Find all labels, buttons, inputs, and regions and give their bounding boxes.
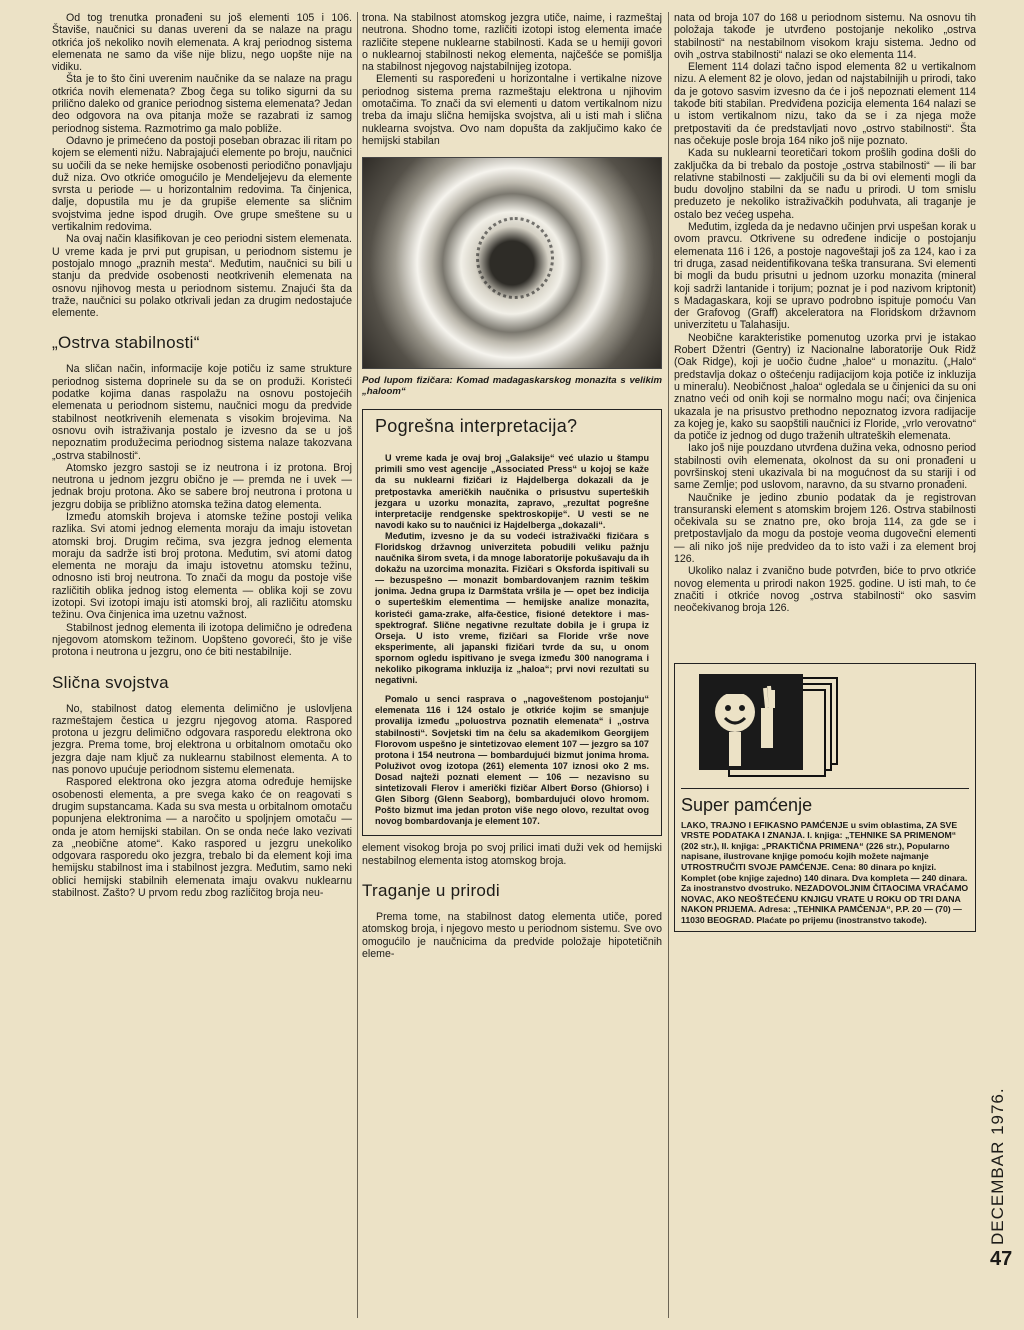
paragraph: Na sličan način, informacije koje potiču iz same strukture periodnog sistema doprinele su da se on produži. Koristeći podatke kojima danas raspolažu na osnovu postojećih elemenata u periodnom sistemu, naučnici mogu da predvide stabilnost neotkrivenih elemenata s visokim brojevima. Na osnovu ovih istraživanja postalo je izvesno da se u još nepoznatim produžecima periodnog sistema nalaze takozvana „ostrva stabilnosti“. [52,363,352,462]
column-2 [362,12,662,960]
paragraph: Stabilnost jednog elementa ili izotopa delimično je određena njegovom atomskom težinom. Uopšteno govoreći, što je više protona i neutrona u jezgru, ono će biti nestabilnije. [52,621,352,659]
paragraph: Naučnike je jedino zbunio podatak da je registrovan transuranski element s atomskim brojem 126. Ostrva stabilnosti očekivala su se znatno pre, oko broja 114, za gde se i pretpostavljalo da mogu da postoje veoma dugovečni elementi — ali niko još nije predvideo da to isto važi i za element broj 126. [674,491,976,566]
sidebar-box [362,409,662,836]
paragraph: element visokog broja po svoj prilici imati duži vek od hemijski nestabilnog elementa istog atomskog broja. [362,842,662,867]
paragraph: Kada su nuklearni teoretičari tokom prošlih godina došli do zaključka da bi trebalo da postoje „ostrva stabilnosti“ — ili bar relativne stabilnosti — zaključili su da bi ovi elementi mogli da budu dovoljno stabilni da se nađu u prirodi. U tom smislu preduzeto je nekoliko istraživačkih poduhvata, ali traganje je ostalo bez većeg uspeha. [674,147,976,221]
section-heading: Slična svojstva [52,672,169,692]
paragraph: No, stabilnost datog elementa delimično je uslovljena razmeštajem čestica u jezgru njegovog atoma. Raspored protona u jezgru delimično odgovara rasporedu elektrona oko jezgra. Prema tome, broj elektrona u orbitalnom omotaču oko jezgra daje nam ključ za nuklearnu stabilnost elementa. A to nas ponovo upućuje periodnom sistemu elemenata. [52,702,352,777]
photo-caption: Pod lupom fizičara: Komad madagaskarskog monazita s velikim „haloom“ [362,375,662,398]
ad-text: LAKO, TRAJNO I EFIKASNO PAMĆENJE u svim oblastima, ZA SVE VRSTE PODATAKA I ZNANJA. I. knjiga: „TEHNIKE SA PRIMENOM“ (202 str.), II. knjiga: „PRAKTIČNA PRIMENA“ (226 str.), Popularno napisane, ilustrovane knjige pomoću kojih možete najmanje UTROSTRUČITI SVOJE PAMĆENJE. Cena: 80 dinara po knjizi. Komplet (obe knjige zajedno) 140 dinara. Dva kompleta — 240 dinara. Za inostranstvo dvostruko. NEZADOVOLJNIM ČITAOCIMA VRAĆAMO NOVAC, AKO NEOŠTEĆENU KNJIGU VRATE U ROKU OD TRI DANA NAKON PRIJEMA. Adresa: „TEHNIKA PAMĆENJA“, P.P. 20 — (70) — 11030 BEOGRAD. Plaćate po prijemu (inostranstvo takođe). [681,819,969,925]
paragraph: trona. Na stabilnost atomskog jezgra utiče, naime, i razmeštaj neutrona. Shodno tome, različiti izotopi istog elementa imaće različite stepene nuklearne stabilnosti. Kada se u hemiji govori o nuklearnoj stabilnosti nekog elementa, najčešće se pomišlja na stabilnost njegovog najstabilnijeg izotopa. [362,12,662,74]
section-heading: Traganje u prirodi [362,880,501,900]
paragraph: Atomsko jezgro sastoji se iz neutrona i iz protona. Broj neutrona u jednom jezgru obično je — premda ne i uvek — jednak broju protona. Ako se sabere broj neutrona i protona u jezgru dobija se približno atomska težina datog elementa. [52,461,352,511]
column-1 [52,12,352,899]
monazite-halo-photo [362,157,662,369]
issue-date-sidebar [985,1060,1015,1280]
stacked-cards-smiley-icon [681,668,881,780]
paragraph: nata od broja 107 do 168 u periodnom sistemu. Na osnovu tih položaja takođe je utvrđeno postojanje nekoliko „ostrva stabilnosti“ na nestabilnom visokom kraju sistema. Jedno od ovih „ostrva stabilnosti“ nalazi se oko elementa 114. [674,12,976,61]
paragraph: Neobične karakteristike pomenutog uzorka prvi je istakao Robert Džentri (Gentry) iz Nacionalne laboratorije Ouk Ridž (Oak Ridge), koji je uočio čudne „haloe“ u monazitu. („Halo“ predstavlja dokaz o oštećenju radijacijom koja potiče iz inkluzija u mineralu). Neobičnost „haloa“ ogledala se u činjenici da su oni znatno veći od onih koji se normalno mogu naći; ova činjenica ukazala je na prisustvo prethodno nepoznatog izvora radijacije za kojeg je, kako su saopštili naučnici iz Floride, „vrlo verovatno“ da potiče iz jednog od dugo traženih ultrateških elemenata. [674,331,976,443]
ad-illustration [681,668,969,780]
paragraph: Od tog trenutka pronađeni su još elementi 105 i 106. Štaviše, naučnici su danas uvereni da se nalaze na pragu otkrića još nekoliko novih elemenata. A kraj periodnog sistema elemenata ne samo da više nije blizu, nego uopšte nije na vidiku. [52,12,352,74]
paragraph: Odavno je primećeno da postoji poseban obrazac ili ritam po kojem se elementi nižu. Nabrajajući elemente po broju, naučnici su uočili da se neke hemijske osobenosti periodično ponavljaju duž niza. Ovo otkriće omogućilo je Mendeljejevu da elemente svrsta u periode — u horizontalnim redovima. Ta činjenica, dalje, dopustila mu je da grupiše elemente sa sličnim svojstvima jedne ispod drugih. Ove grupe smeštene su u vertikalnim redovima. [52,134,352,234]
box-title: Pogrešna interpretacija? [375,416,578,437]
paragraph: Elementi su raspoređeni u horizontalne i vertikalne nizove periodnog sistema prema razmeštaju elektrona u njihovim omotačima. To znači da svi elementi u datom vertikalnom nizu treba da imaju slična hemijska svojstva, ali u isti mah i slična nuklearna svojstva. Ovo nam dopušta da zaključimo kako će hemijski stabilan [362,73,662,147]
box-paragraph: Međutim, izvesno je da su vodeći istraživački fizičara s Floridskog državnog univerziteta pobudili veliku pažnju naučnika širom sveta, i da mnoge laboratorije pokušavaju da ih dokažu na uzorcima monazita. Fizičari s Oksforda ispitivali su — bezuspešno — monazit bombardovanjem raznim teškim jonima. Jedna grupa iz Darmštata vršila je — opet bez indicija o superteškim elementima — hemijske analize monazita, koristeći gama-zrake, alfa-čestice, fisioné detektore i mas-spektrograf. Slične negativne rezultate dobila je i grupa iz Orseja. U isto vreme, fizičari sa Floride vrše nove eksperimente, ali japanski fizičari tvrde da su, u onom spornom ogledu ispitivano je svega između 300 nanograma i nekoliko pikograma inkluzija iz „haloa“; prvi novi rezultati su negativni. [375,530,649,686]
page-number: 47 [990,1248,1013,1270]
column-divider [357,12,358,1318]
paragraph: Između atomskih brojeva i atomske težine postoji velika razlika. Svi atomi jednog elementa moraju da imaju istovetan atomski broj. Drugim rečima, sva jezgra jednog elementa moraju da sadrže isti broj protona. Međutim, svi atomi datog elementa ne moraju da imaju istovetnu atomsku težinu, odnosno isti broj neutrona. To znači da mogu da postoje više različitih oblika jednog istog elementa — oblika koji se zovu izotopi. Svi izotopi imaju isti atomski broj, ali različitu atomsku težinu. Ova činjenica ima uzetnu važnost. [52,510,352,622]
section-heading: „Ostrva stabilnosti“ [52,333,200,353]
box-paragraph: Pomalo u senci rasprava o „nagoveštenom postojanju“ elemenata 116 i 124 ostalo je otkriće kojim se smanjuje provalija između „poluostrva poznatih elemenata“ i „ostrva stabilnosti“. Sovjetski tim na čelu sa akademikom Georgijem Florovom uspešno je sintetizovao element 107 — jezgro sa 107 protona i 154 neutrona — bombardujući bizmut jonima hroma. Poluživot ovog izotopa (261) elementa 107 iznosi oko 2 ms. Dosad najteži poznati element — 106 — nezavisno su sintetizovali Flerov i američki fizičar Albert Đorso (Ghiorso) i Glen Siborg (Glenn Seaborg), bombardujući olovo hromom. Pošto bizmut ima jedan proton više nego olovo, rezultat ovog novog bombardovanja je element 107. [375,694,649,827]
issue-date: DECEMBAR 1976. [988,1087,1007,1245]
advertisement-box [674,663,976,933]
column-3 [674,12,976,932]
paragraph: Raspored elektrona oko jezgra atoma određuje hemijske osobenosti elementa, a pre svega kako će on reagovati s drugim supstancama. Kada su sva mesta u orbitalnom omotaču popunjena elektronima — a naročito u spoljnjem omotaču — onda je atom hemijski stabilan. On se onda neće lako vezivati za „neobične atome“. Kako raspored u jezgru unekoliko odgovara rasporedu oko jezgra, trebalo bi da element koji ima hemijsku stabilnost ima i stabilnost jezgra. Međutim, samo neki oblici hemijski stabilnih elemenata imaju ovakvu nuklearnu stabilnost. Zašto? U prvom redu zbog različitog broja neu- [52,776,352,899]
paragraph: Šta je to što čini uverenim naučnike da se nalaze na pragu otkrića novih elemenata? Zbog čega su toliko sigurni da su prilično daleko od granice periodnog sistema elemenata? Jedan deo odgovora na ova pitanja može se razabrati iz samog periodnog sistema. Razmotrimo ga malo pobliže. [52,73,352,135]
ad-title: Super pamćenje [681,788,969,816]
column-divider [668,12,669,1318]
paragraph: Ukoliko nalaz i zvanično bude potvrđen, biće to prvo otkriće novog elementa u prirodi nakon 1925. godine. U isti mah, to će značiti i otkriće novog „ostrva stabilnosti“ oko sasvim neočekivanog broja 126. [674,565,976,615]
paragraph: Prema tome, na stabilnost datog elementa utiče, pored atomskog broja, i njegovo mesto u periodnom sistemu. Sve ovo omogućilo je naučnicima da predvide položaje hipotetičnih eleme- [362,910,662,960]
paragraph: Element 114 dolazi tačno ispod elementa 82 u vertikalnom nizu. A element 82 je olovo, jedan od najstabilnijih u prirodi, tako da je gotovo sasvim izvesno da će i još nepoznati element 114 takođe biti stabilan. Predviđena pozicija elementa 164 nalazi se u istom vertikalnom nizu, tako da se i za njega može pretpostaviti da će predstavljati novo „ostrvo stabilnosti“. Šta nas očekuje posle broja 164 niko još nije poznato. [674,61,976,147]
paragraph: Na ovaj način klasifikovan je ceo periodni sistem elemenata. U vreme kada je prvi put grupisan, u periodnom sistemu je postojalo mnogo „praznih mesta“. Međutim, naučnici su bili u stanju da predvide osobenosti neotkrivenih elemenata na osnovu njihovog mesta u periodnom sistemu. Znajući šta da traže, naučnici su polako otkrivali jedan za drugim nedostajuće elemente. [52,233,352,320]
paragraph: Iako još nije pouzdano utvrđena dužina veka, odnosno period stabilnosti ovih elemenata, okolnost da su oni pronađeni u površinskoj steni ukazivala bi na mogućnost da su stariji i od same Zemlje; pod uslovom, naravno, da su stvarno pronađeni. [674,442,977,492]
paragraph: Međutim, izgleda da je nedavno učinjen prvi uspešan korak u ovom pravcu. Otkrivene su određene indicije o postojanju elemenata 116 i 126, a postoje nagoveštaji još za 124, kao i za tri druga, zasad neidentifikovana teška transurana. Svi elementi bi mogli da budu prisutni u jednom uzorku monazita (mineral koji sadrži lantanide i torijum; poznat je i pod nazivom kriptonit) s Madagaskara, koji se upravo podrobno ispituje pomoću Van der Grafovog (Graff) akceleratora na Floridskom državnom univerzitetu u Talahasiju. [674,221,976,332]
box-paragraph: U vreme kada je ovaj broj „Galaksije“ već ulazio u štampu primili smo vest agencije „Associated Press“ u kojoj se kaže da su nuklearni fizičari iz Hajdelberga dokazali da je pretpostavka američkih naučnika o prisustvu superteških jezgara u uzorku monazita, zapravo, „rezultat pogrešne interpretacije rendgenske spektroskopije“. U vesti se ne navodi kako su to naučnici iz Hajdelberga „dokazali“. [375,453,649,530]
